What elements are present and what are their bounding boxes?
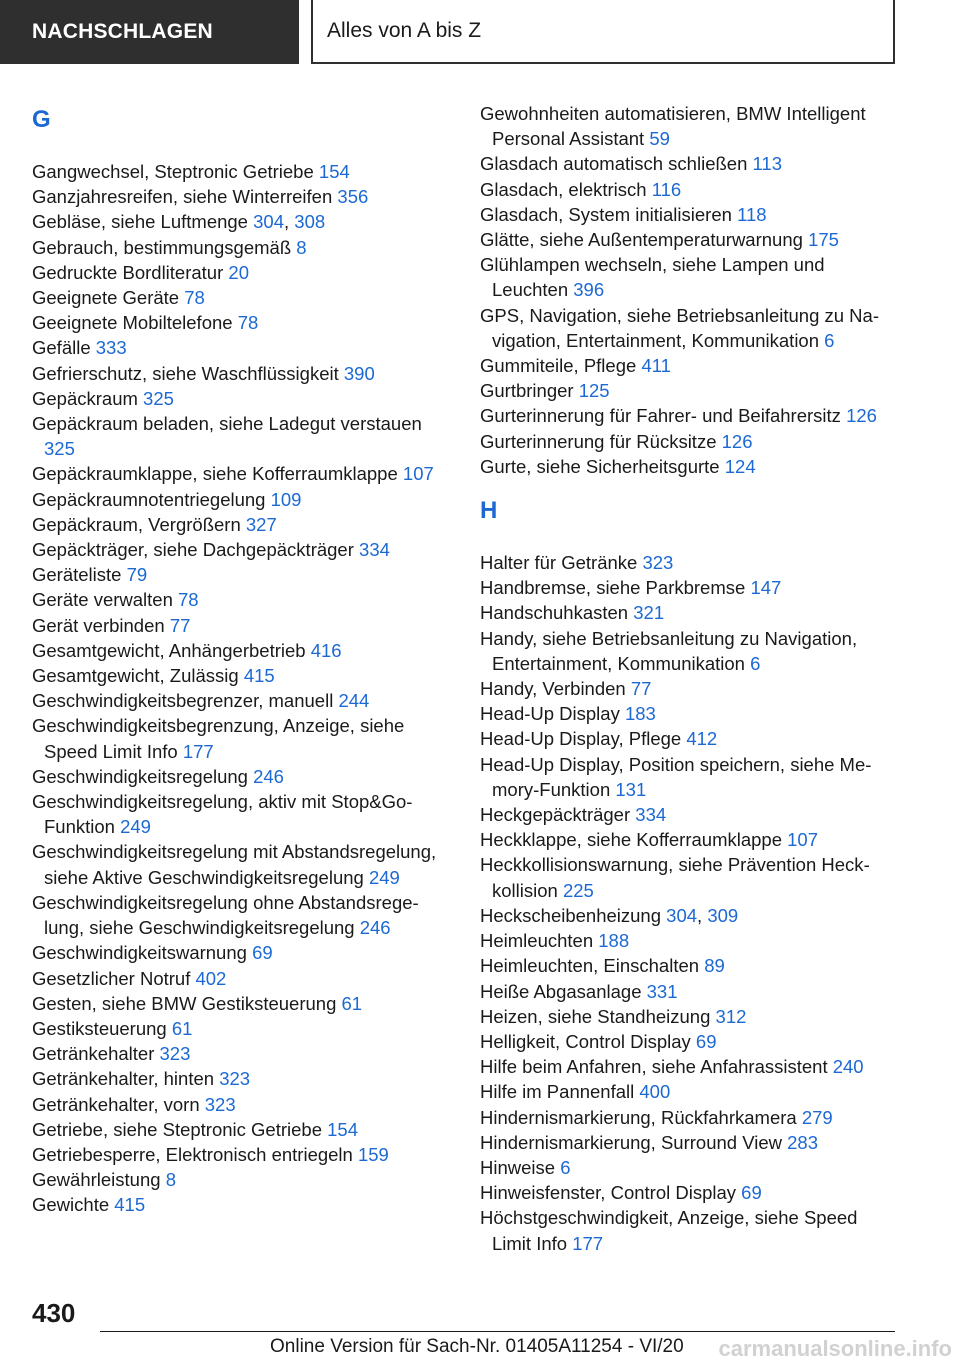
index-entry-term: Gebrauch, bestimmungsgemäß (32, 236, 297, 258)
index-entry (32, 1016, 447, 1041)
index-entry-term: Hinweisfenster, Control Display (480, 1182, 742, 1204)
index-entry-term: Glasdach, elektrisch (480, 178, 652, 200)
page-reference-link[interactable]: 333 (95, 337, 127, 359)
page-reference-link[interactable]: 107 (402, 463, 434, 485)
page-reference-link[interactable]: 244 (338, 690, 370, 712)
index-entry (480, 101, 900, 151)
index-entry (32, 991, 447, 1016)
index-entry-term: Gesamtgewicht, Zulässig (32, 665, 244, 687)
index-entry (32, 1041, 447, 1066)
index-entry (32, 260, 447, 285)
index-entry (480, 626, 900, 676)
index-entry-term: Geschwindigkeitsregelung mit Abstandsregelung, siehe Aktive Geschwindigkeitsregelung (32, 841, 437, 888)
page-number: 430 (32, 1298, 76, 1328)
page-reference-link[interactable]: 147 (750, 577, 782, 599)
index-entry (32, 1066, 447, 1091)
index-entry-term: GPS, Navigation, siehe Betriebsanleitung zu Navigation, Entertainment, Kommunikation (480, 304, 880, 351)
index-entry-term: Getränkehalter, vorn (32, 1093, 205, 1115)
page-reference-link[interactable]: 6 (750, 652, 761, 674)
page-reference-link[interactable]: 109 (270, 488, 302, 510)
chapter-tab (311, 0, 895, 64)
index-entry-term: Gefälle (32, 337, 96, 359)
section-tab (0, 0, 299, 64)
index-entry (480, 403, 900, 428)
index-entry-term: Glasdach automatisch schließen (480, 153, 753, 175)
page-reference-link[interactable]: 113 (752, 153, 782, 175)
index-entry-term: Heckkollisionswarnung, siehe Prävention Heckkollision (480, 854, 870, 901)
index-entry-term: Helligkeit, Control Display (480, 1030, 696, 1052)
index-entry (480, 227, 900, 252)
watermark-logo: carmanualsonline.info (718, 1336, 952, 1361)
index-entry (32, 713, 447, 763)
page-reference-link[interactable]: 20 (228, 261, 249, 283)
page-reference-link[interactable]: 402 (195, 967, 227, 989)
index-entry-term: Gefrierschutz, siehe Waschflüssigkeit (32, 362, 344, 384)
page-reference-link[interactable]: 131 (615, 778, 647, 800)
index-entry (32, 159, 447, 184)
page-reference-link[interactable]: 325 (143, 387, 174, 409)
page-reference-link[interactable]: 177 (572, 1232, 604, 1254)
page-reference-link[interactable]: 77 (169, 614, 191, 636)
index-entry (480, 550, 900, 575)
page-reference-link[interactable]: 188 (598, 930, 630, 952)
index-entry-term: Geschwindigkeitsbegrenzung, Anzeige, siehe Speed Limit Info (32, 715, 405, 762)
page-reference-link[interactable]: 118 (737, 203, 767, 225)
index-entry-term: Geschwindigkeitsregelung (32, 765, 254, 787)
page-reference-link[interactable]: 308 (294, 211, 326, 233)
page-reference-link[interactable]: 126 (846, 405, 877, 427)
page-reference-link[interactable]: 415 (243, 665, 275, 687)
index-entry-term: Heimleuchten (480, 930, 599, 952)
index-entry (32, 537, 447, 562)
page-reference-link[interactable]: 61 (171, 1017, 193, 1039)
index-entry-term: Handy, Verbinden (480, 678, 631, 700)
page-reference-link[interactable]: 400 (639, 1081, 671, 1103)
index-entry-term: Glätte, siehe Außentemperaturwarnung (480, 229, 809, 251)
index-entry (480, 575, 900, 600)
page-reference-link[interactable]: 323 (159, 1043, 191, 1065)
index-entry (32, 764, 447, 789)
page-reference-link[interactable]: 78 (237, 312, 259, 334)
index-entry (480, 378, 900, 403)
page-reference-link[interactable]: 116 (651, 178, 682, 200)
index-entry-term: Gummiteile, Pflege (480, 355, 642, 377)
index-entry-term: Heckgepäckträger (480, 804, 636, 826)
page-reference-link[interactable]: 240 (832, 1056, 864, 1078)
index-entry-term: Getränkehalter, hinten (32, 1068, 220, 1090)
index-entry (32, 966, 447, 991)
index-entry (32, 361, 447, 386)
page-reference-link[interactable]: 331 (646, 980, 678, 1002)
index-entry (480, 429, 900, 454)
index-entry (32, 1192, 447, 1217)
index-entry (480, 1130, 900, 1155)
page-reference-link[interactable]: 8 (165, 1169, 176, 1191)
index-entry (480, 1155, 900, 1180)
index-entry-term: Geräteliste (32, 564, 127, 586)
index-entry (32, 461, 447, 486)
index-entry-term: Gedruckte Bordliteratur (32, 261, 229, 283)
index-entry-term: Hindernismarkierung, Surround View (480, 1131, 788, 1153)
page-reference-link[interactable]: 323 (204, 1093, 236, 1115)
index-entry (32, 411, 447, 461)
index-entry (32, 663, 447, 688)
page-reference-link[interactable]: 69 (252, 942, 273, 964)
page-reference-link[interactable]: 249 (120, 816, 151, 838)
index-entry (480, 852, 900, 902)
index-entry (32, 789, 447, 839)
index-entry-term: Gewichte (32, 1194, 115, 1216)
page-reference-link[interactable]: 225 (562, 879, 594, 901)
page-reference-link[interactable]: 416 (310, 639, 342, 661)
index-entry-term: Handschuhkasten (480, 602, 634, 624)
index-entry (480, 726, 900, 751)
index-entry (480, 802, 900, 827)
online-version-note: Online Version für Sach-Nr. 01405A11254 - VI/20 (270, 1336, 684, 1357)
page-reference-link[interactable]: 78 (178, 589, 199, 611)
index-entry (480, 1205, 900, 1255)
page-reference-link[interactable]: 154 (327, 1118, 359, 1140)
index-entry-term: Gepäckträger, siehe Dachgepäckträger (32, 539, 360, 561)
index-entry (480, 1004, 900, 1029)
index-entry-term: Gepäckraum, Vergrößern (32, 513, 246, 535)
index-entry (32, 335, 447, 360)
index-entry-term: Geeignete Geräte (32, 287, 185, 309)
index-entry (480, 353, 900, 378)
index-entry (32, 512, 447, 537)
index-entry (480, 1079, 900, 1104)
index-entry-term: Glühlampen wechseln, siehe Lampen und Leuchten (480, 254, 825, 301)
page-reference-link[interactable]: 304 (666, 904, 698, 926)
page-reference-link[interactable]: 61 (341, 992, 363, 1014)
index-entry (480, 676, 900, 701)
index-entry (480, 177, 900, 202)
index-entry-term: Heimleuchten, Einschalten (480, 955, 705, 977)
page-reference-link[interactable]: 334 (635, 804, 667, 826)
index-entry (480, 953, 900, 978)
index-entry-term: Gewohnheiten automatisieren, BMW Intelligent Personal Assistant (480, 103, 866, 150)
index-entry (32, 184, 447, 209)
index-entry (32, 1117, 447, 1142)
index-entry (32, 890, 447, 940)
index-entry-term: Gesten, siehe BMW Gestiksteuerung (32, 992, 342, 1014)
index-entry: Gebläse, siehe Luftmenge 304, 308 (32, 211, 326, 233)
index-entry (480, 752, 900, 802)
index-entry-term: Gurte, siehe Sicherheitsgurte (480, 455, 725, 477)
index-entry (480, 928, 900, 953)
page-reference-link[interactable]: 304 (253, 211, 284, 233)
page-reference-link[interactable]: 390 (343, 362, 375, 384)
index-entry-term: Hindernismarkierung, Rückfahrkamera (480, 1106, 802, 1128)
page-reference-link[interactable]: 249 (368, 866, 400, 888)
page-reference-link[interactable]: 6 (560, 1156, 571, 1178)
page-reference-link[interactable]: 77 (630, 678, 652, 700)
page-reference-link[interactable]: 89 (704, 955, 725, 977)
index-entry-term: Halter für Getränke (480, 552, 643, 574)
index-entry-term: Geräte verwalten (32, 589, 179, 611)
page-reference-link[interactable]: 411 (641, 355, 671, 377)
page-reference-link[interactable]: 159 (357, 1143, 389, 1165)
page-reference-link[interactable]: 59 (649, 128, 670, 150)
index-entry (480, 827, 900, 852)
index-entry-term: Ganzjahresreifen, siehe Winterreifen (32, 186, 338, 208)
index-entry-term: Heckscheibenheizung (480, 904, 667, 926)
index-entry-term: Head-Up Display (480, 703, 625, 725)
page-reference-link[interactable]: 126 (721, 430, 753, 452)
index-entry (32, 587, 447, 612)
index-entry-term: Höchstgeschwindigkeit, Anzeige, siehe Speed Limit Info (480, 1207, 858, 1254)
index-entry-term: Gepäckraum beladen, siehe Ladegut verstauen (32, 413, 422, 435)
index-entry (32, 386, 447, 411)
index-entry-term: Hinweise (480, 1156, 561, 1178)
index-entry-term: Gepäckraumklappe, siehe Kofferraumklappe (32, 463, 403, 485)
index-entry-term: Gesamtgewicht, Anhängerbetrieb (32, 639, 311, 661)
index-entry-term: Geschwindigkeitsregelung, aktiv mit Stop&Go-Funktion (32, 791, 413, 838)
footer-divider (100, 1331, 895, 1332)
index-entry (480, 1054, 900, 1079)
index-entry (32, 940, 447, 965)
index-entry-term: Gurterinnerung für Fahrer- und Beifahrersitz (480, 405, 847, 427)
index-column-left (32, 101, 447, 1218)
page-reference-link[interactable]: 323 (219, 1068, 251, 1090)
index-letter-heading: G (32, 106, 51, 133)
index-entry-term: Heiße Abgasanlage (480, 980, 647, 1002)
index-entry (32, 688, 447, 713)
index-entry (32, 310, 447, 335)
index-entry-term: Head-Up Display, Pflege (480, 728, 687, 750)
index-entry-term: Head-Up Display, Position speichern, siehe Memory-Funktion (480, 753, 872, 800)
index-entry-term: Geschwindigkeitsbegrenzer, manuell (32, 690, 339, 712)
index-entry-term: Gepäckraum (32, 387, 144, 409)
index-entry (480, 303, 900, 353)
index-entry (32, 613, 447, 638)
page-reference-link[interactable]: 79 (126, 564, 148, 586)
index-entry-term: Heizen, siehe Standheizung (480, 1005, 716, 1027)
page-reference-link[interactable]: 396 (573, 279, 605, 301)
page-reference-link[interactable]: 325 (44, 438, 75, 460)
page-reference-link[interactable]: 8 (296, 236, 307, 258)
chapter-title: Alles von A bis Z (327, 19, 482, 42)
page-reference-link[interactable]: 283 (787, 1131, 818, 1153)
page-reference-link[interactable]: 412 (686, 728, 718, 750)
index-entry-term: Gurterinnerung für Rücksitze (480, 430, 722, 452)
index-entry-term: Gebläse, siehe Luftmenge (32, 211, 254, 233)
page-header (0, 0, 960, 66)
index-entry (480, 701, 900, 726)
index-letter-heading: H (480, 497, 498, 525)
index-entry (32, 1167, 447, 1192)
index-entry (32, 839, 447, 889)
index-entry (480, 454, 900, 479)
index-entry (32, 235, 447, 260)
page-reference-link[interactable]: 154 (318, 161, 350, 182)
index-entry-term: Gerät verbinden (32, 614, 170, 636)
index-entry-term: Geschwindigkeitsregelung ohne Abstandsregelung, siehe Geschwindigkeitsregelung (32, 891, 419, 939)
page-reference-link[interactable]: 69 (695, 1030, 717, 1052)
page-reference-link[interactable]: 246 (253, 765, 284, 787)
index-entry-term: Handbremse, siehe Parkbremse (480, 577, 751, 599)
index-entry (32, 1142, 447, 1167)
page-reference-link[interactable]: 78 (184, 287, 205, 309)
page-reference-link[interactable]: 312 (715, 1005, 747, 1027)
page-reference-link[interactable]: 309 (707, 904, 739, 926)
index-entry (32, 562, 447, 587)
page-reference-link[interactable]: 334 (359, 539, 390, 561)
page-reference-link[interactable]: 183 (624, 703, 656, 725)
index-entry-term: Getriebe, siehe Steptronic Getriebe (32, 1118, 328, 1140)
index-entry (32, 638, 447, 663)
section-title: NACHSCHLAGEN (32, 20, 213, 43)
index-entry (480, 1029, 900, 1054)
page-reference-link[interactable]: 321 (633, 602, 665, 624)
index-entry-term: Gewährleistung (32, 1169, 166, 1191)
index-entry (480, 600, 900, 625)
index-entry (32, 487, 447, 512)
page-reference-link[interactable]: 69 (741, 1182, 762, 1204)
index-entry-term: Gepäckraumnotentriegelung (32, 488, 271, 510)
index-entry-term: Geschwindigkeitswarnung (32, 942, 253, 964)
index-entry-term: Geeignete Mobiltelefone (32, 312, 238, 334)
index-entry (480, 252, 900, 302)
index-entry-term: Heckklappe, siehe Kofferraumklappe (480, 829, 788, 851)
page-reference-link[interactable]: 125 (578, 380, 610, 402)
index-entry-term: Hilfe beim Anfahren, siehe Anfahrassistent (480, 1056, 833, 1078)
index-entry-term: Gurtbringer (480, 380, 579, 402)
index-entry-term: Getränkehalter (32, 1043, 160, 1065)
index-entry (32, 285, 447, 310)
section-gap (480, 479, 900, 492)
page-reference-link[interactable]: 124 (724, 455, 756, 477)
index-entry (480, 979, 900, 1004)
page-reference-link[interactable]: 415 (114, 1194, 146, 1216)
page-reference-link[interactable]: 356 (337, 186, 369, 208)
index-column-right (480, 101, 900, 1256)
index-entry-term: Handy, siehe Betriebsanleitung zu Navigation, Entertainment, Kommunikation (480, 627, 858, 674)
index-entry-term: Gestiksteuerung (32, 1017, 172, 1039)
page-reference-link[interactable]: 323 (642, 552, 674, 574)
page-reference-link[interactable]: 177 (182, 740, 214, 762)
index-entry (480, 1180, 900, 1205)
page-reference-link[interactable]: 6 (824, 329, 835, 351)
page-reference-link[interactable]: 246 (359, 917, 391, 939)
index-entry (480, 202, 900, 227)
page-reference-link[interactable]: 107 (787, 829, 819, 851)
page-reference-link[interactable]: 327 (245, 513, 277, 535)
index-entry (32, 1092, 447, 1117)
index-entry (480, 1105, 900, 1130)
index-entry-term: Gangwechsel, Steptronic Getriebe (32, 161, 319, 182)
index-entry: Heckscheibenheizung 304, 309 (480, 904, 739, 926)
index-entry-term: Glasdach, System initialisieren (480, 203, 738, 225)
index-entry-term: Getriebesperre, Elektronisch entriegeln (32, 1143, 358, 1165)
index-entry-term: Gesetzlicher Notruf (32, 967, 196, 989)
index-entry-term: Hilfe im Pannenfall (480, 1081, 640, 1103)
page-reference-link[interactable]: 175 (808, 229, 839, 251)
page-reference-link[interactable]: 279 (801, 1106, 833, 1128)
index-entry (480, 151, 900, 176)
